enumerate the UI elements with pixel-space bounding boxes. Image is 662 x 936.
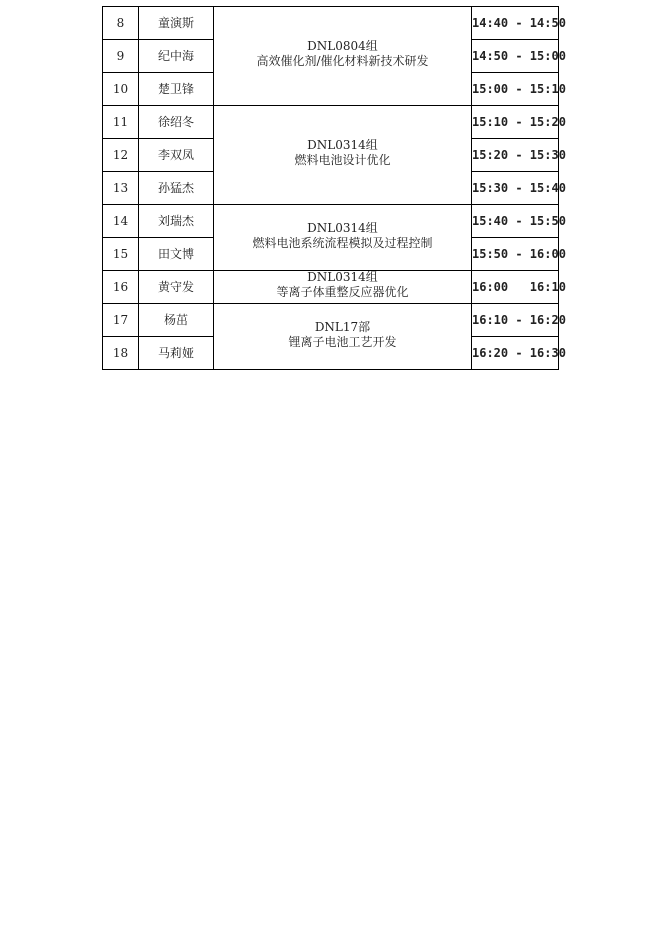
presenter-name: 杨茁 xyxy=(139,304,214,337)
group-code: DNL0314组 xyxy=(307,138,378,152)
group-code: DNL0314组 xyxy=(307,220,378,235)
group-topic: 等离子体重整反应器优化 xyxy=(276,285,409,299)
group-cell xyxy=(214,205,472,271)
row-number: 14 xyxy=(103,205,139,238)
time-slot: 14:40 - 14:50 xyxy=(472,7,559,40)
time-slot: 15:20 - 15:30 xyxy=(472,139,559,172)
presentation-schedule-table xyxy=(102,6,566,370)
time-slot: 16:10 - 16:20 xyxy=(472,304,559,337)
time-slot: 16:00 16:10 xyxy=(472,271,559,304)
presenter-name: 纪中海 xyxy=(139,40,214,73)
time-slot: 15:00 - 15:10 xyxy=(472,73,559,106)
presenter-name: 田文博 xyxy=(139,238,214,271)
time-slot: 15:50 - 16:00 xyxy=(472,238,559,271)
presenter-name: 马莉娅 xyxy=(139,337,214,370)
group-topic: 高效催化剂/催化材料新技术研发 xyxy=(256,54,429,68)
row-number: 8 xyxy=(103,7,139,40)
row-number: 9 xyxy=(103,40,139,73)
table-row xyxy=(103,271,559,304)
presenter-name: 李双凤 xyxy=(139,139,214,172)
table-row xyxy=(103,304,559,337)
presenter-name: 黄守发 xyxy=(139,271,214,304)
group-topic: 燃料电池系统流程模拟及过程控制 xyxy=(252,235,433,250)
group-topic: 锂离子电池工艺开发 xyxy=(288,334,397,349)
row-number: 11 xyxy=(103,106,139,139)
row-number: 17 xyxy=(103,304,139,337)
time-slot: 14:50 - 15:00 xyxy=(472,40,559,73)
time-slot: 15:10 - 15:20 xyxy=(472,106,559,139)
row-number: 15 xyxy=(103,238,139,271)
row-number: 18 xyxy=(103,337,139,370)
time-slot: 16:20 - 16:30 xyxy=(472,337,559,370)
group-cell xyxy=(214,304,472,370)
group-cell xyxy=(214,271,472,304)
presenter-name: 徐绍冬 xyxy=(139,106,214,139)
group-topic: 燃料电池设计优化 xyxy=(294,153,391,167)
group-cell xyxy=(214,7,472,106)
presenter-name: 童演斯 xyxy=(139,7,214,40)
group-code: DNL0314组 xyxy=(307,270,378,284)
group-code: DNL0804组 xyxy=(307,39,378,53)
time-slot: 15:30 - 15:40 xyxy=(472,172,559,205)
row-number: 10 xyxy=(103,73,139,106)
row-number: 13 xyxy=(103,172,139,205)
presenter-name: 楚卫锋 xyxy=(139,73,214,106)
row-number: 16 xyxy=(103,271,139,304)
presenter-name: 孙猛杰 xyxy=(139,172,214,205)
table-row xyxy=(103,7,559,40)
row-number: 12 xyxy=(103,139,139,172)
presenter-name: 刘瑞杰 xyxy=(139,205,214,238)
table-row xyxy=(103,205,559,238)
group-code: DNL17部 xyxy=(314,319,371,334)
table-row xyxy=(103,106,559,139)
group-cell xyxy=(214,106,472,205)
time-slot: 15:40 - 15:50 xyxy=(472,205,559,238)
